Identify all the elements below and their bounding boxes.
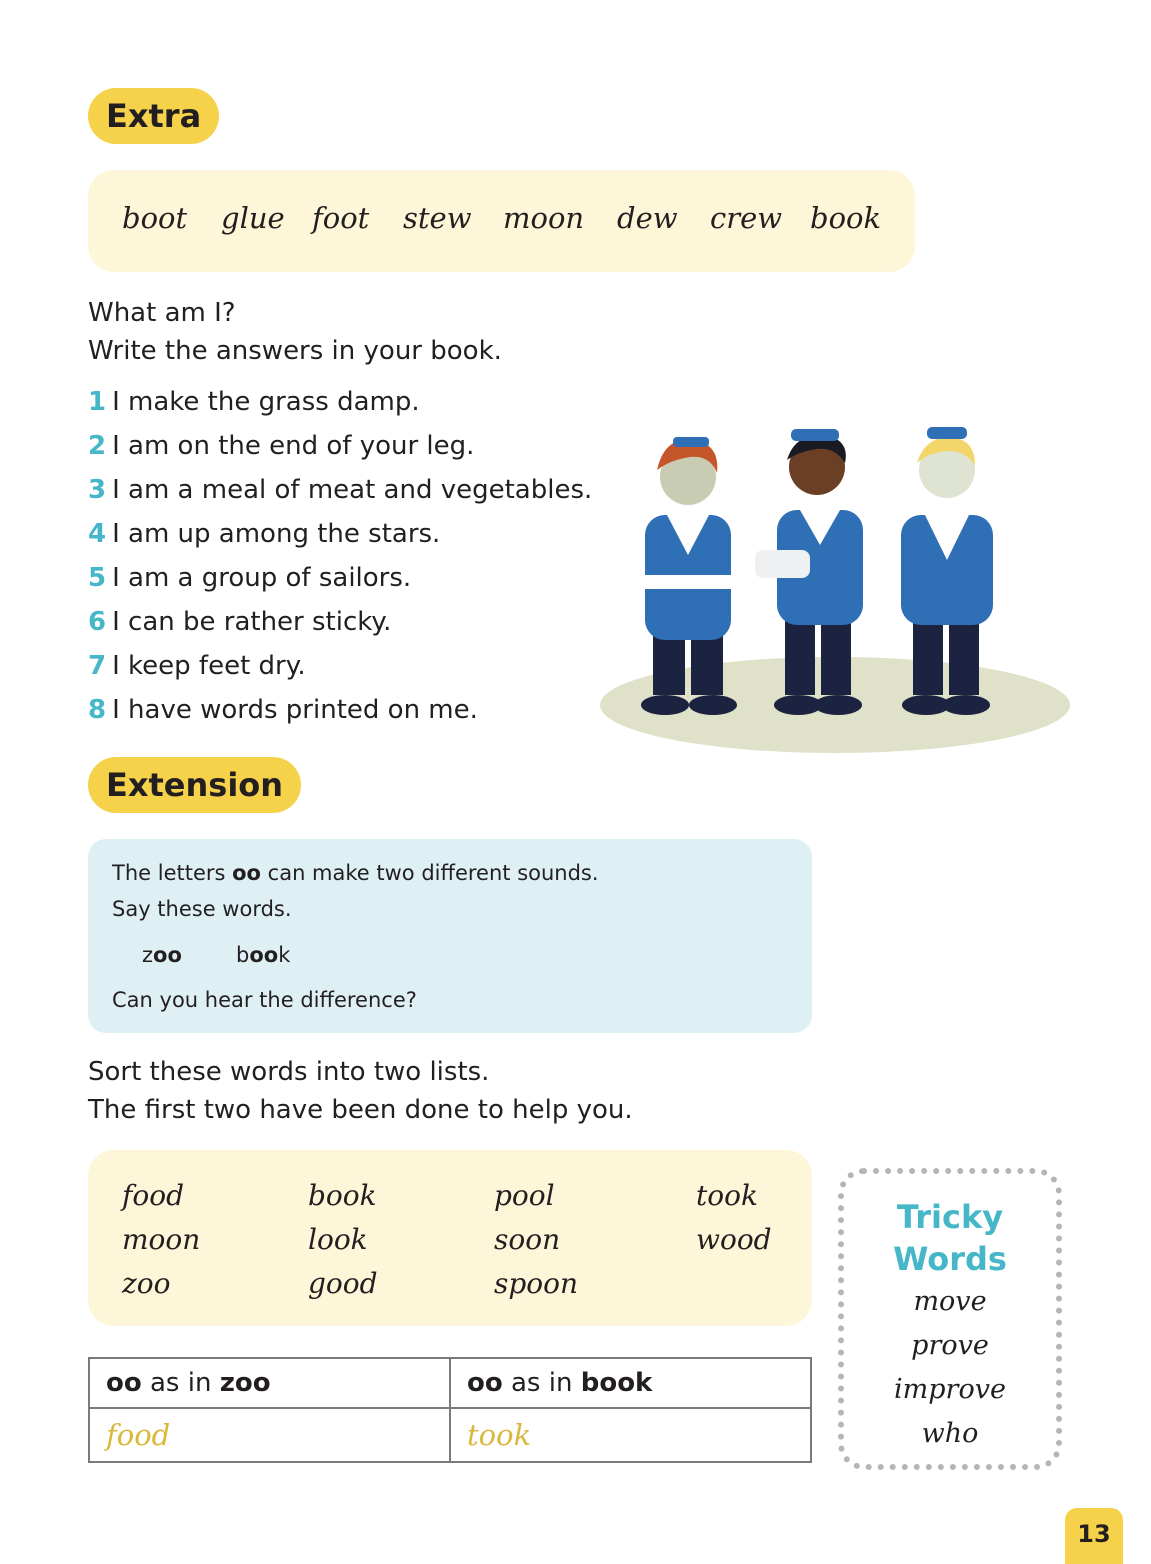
question-number: 8 — [88, 695, 107, 725]
instruction-line: The first two have been done to help you. — [88, 1095, 633, 1125]
extension-heading: Extension — [88, 757, 301, 813]
question-text: I keep feet dry. — [112, 651, 306, 681]
tricky-word: who — [921, 1418, 979, 1449]
table-answer-book: took — [450, 1408, 811, 1462]
tricky-title-line: Tricky — [896, 1198, 1004, 1236]
sort-word: zoo — [122, 1267, 171, 1300]
sort-word: pool — [494, 1179, 555, 1212]
table-answer-zoo: food — [89, 1408, 450, 1462]
question-number: 5 — [88, 563, 107, 593]
word-bank-item: moon — [503, 201, 585, 235]
sort-column-4 — [696, 1174, 772, 1262]
sort-instructions — [88, 1053, 633, 1129]
question-text: I am on the end of your leg. — [112, 431, 475, 461]
intro-line: What am I? — [88, 298, 236, 328]
tricky-words-box — [838, 1168, 1062, 1470]
question-text: I can be rather sticky. — [112, 607, 392, 637]
page-number: 13 — [1065, 1508, 1123, 1564]
sort-word: wood — [696, 1223, 772, 1256]
question-text: I am a meal of meat and vegetables. — [112, 475, 593, 505]
question-text: I have words printed on me. — [112, 695, 478, 725]
question-item — [88, 644, 592, 688]
extra-heading: Extra — [88, 88, 219, 144]
example-word-zoo: zoo — [142, 943, 182, 967]
question-item — [88, 600, 592, 644]
question-item — [88, 688, 592, 732]
question-number: 7 — [88, 651, 107, 681]
tricky-word: move — [913, 1286, 987, 1317]
example-word-book: book — [236, 943, 291, 967]
word-bank-item: crew — [710, 201, 783, 235]
word-bank — [88, 170, 915, 272]
sort-column-3 — [494, 1174, 578, 1306]
question-item — [88, 424, 592, 468]
sort-word: took — [696, 1179, 758, 1212]
word-bank-item: foot — [312, 201, 370, 235]
question-list — [88, 380, 592, 732]
sort-word-box — [88, 1150, 812, 1326]
question-number: 2 — [88, 431, 107, 461]
sailors-illustration — [595, 415, 1070, 760]
info-line-3: Can you hear the difference? — [112, 988, 417, 1012]
sort-word: moon — [122, 1223, 201, 1256]
sort-word: look — [308, 1223, 368, 1256]
word-bank-item: book — [810, 201, 882, 235]
sort-column-1 — [122, 1174, 200, 1306]
info-line-1: The letters oo can make two different sounds. — [112, 861, 599, 885]
sort-table — [88, 1357, 812, 1463]
question-number: 4 — [88, 519, 107, 549]
table-header-zoo: oo as in zoo — [89, 1358, 450, 1408]
tricky-word: improve — [894, 1374, 1006, 1405]
question-number: 6 — [88, 607, 107, 637]
question-item — [88, 468, 592, 512]
question-text: I make the grass damp. — [112, 387, 420, 417]
question-item — [88, 380, 592, 424]
question-text: I am up among the stars. — [112, 519, 441, 549]
question-item — [88, 512, 592, 556]
info-line-2: Say these words. — [112, 897, 292, 921]
word-bank-item: dew — [617, 201, 678, 235]
tricky-title-line: Words — [893, 1240, 1007, 1278]
sort-word: food — [122, 1179, 185, 1212]
word-bank-item: boot — [122, 201, 188, 235]
word-bank-item: glue — [221, 201, 285, 235]
extra-intro — [88, 294, 502, 370]
sort-word: book — [308, 1179, 377, 1212]
sort-word: good — [308, 1267, 378, 1300]
question-number: 3 — [88, 475, 107, 505]
tricky-word: prove — [911, 1330, 989, 1361]
sort-column-2 — [308, 1174, 378, 1306]
question-item — [88, 556, 592, 600]
question-number: 1 — [88, 387, 107, 417]
word-bank-item: stew — [403, 201, 472, 235]
instruction-line: Sort these words into two lists. — [88, 1057, 490, 1087]
info-box — [88, 839, 812, 1033]
sort-word: soon — [494, 1223, 561, 1256]
sort-word: spoon — [494, 1267, 579, 1300]
table-header-book: oo as in book — [450, 1358, 811, 1408]
intro-line: Write the answers in your book. — [88, 336, 502, 366]
question-text: I am a group of sailors. — [112, 563, 412, 593]
